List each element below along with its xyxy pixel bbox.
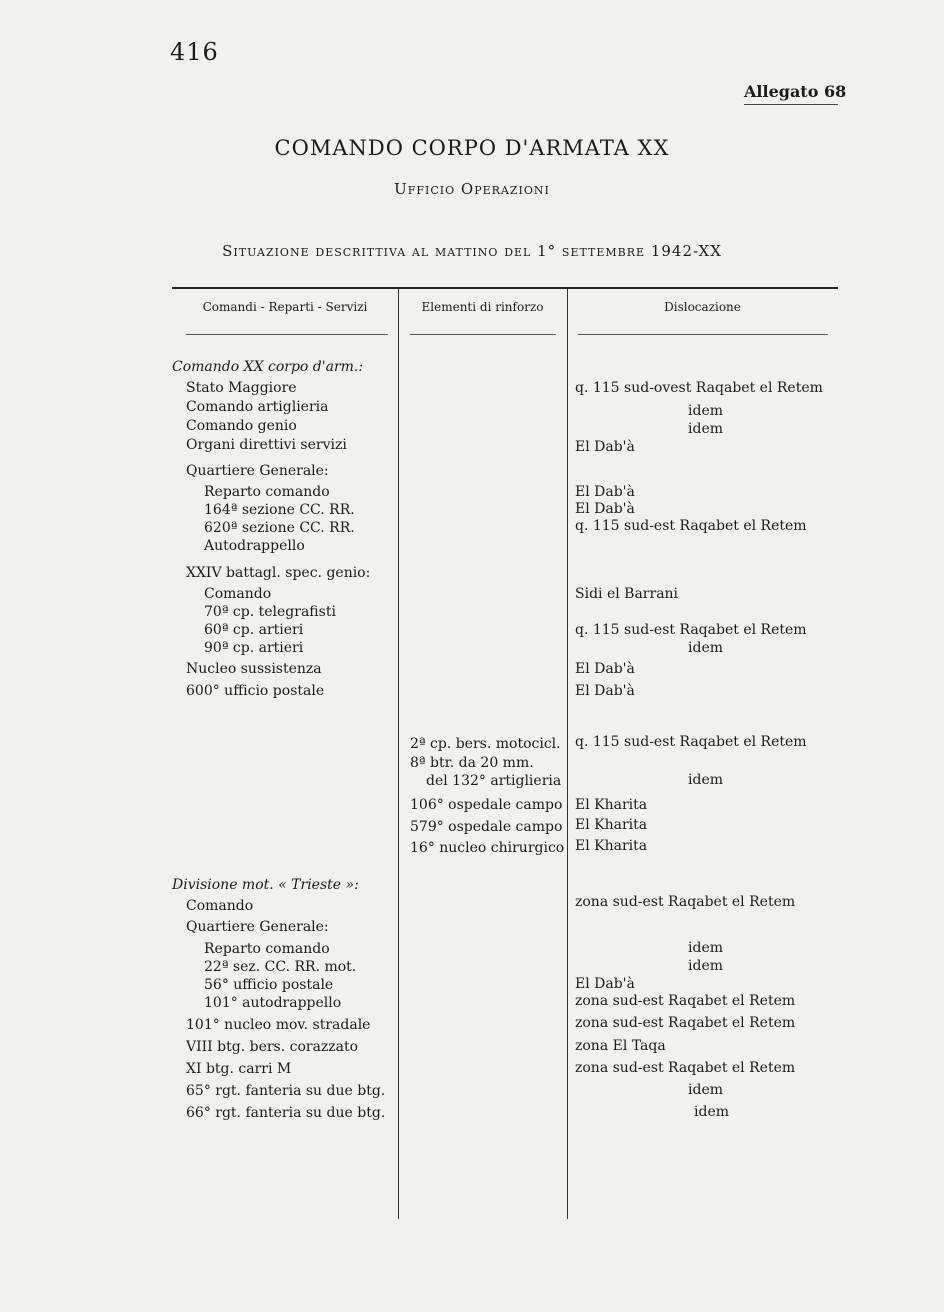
location-entry: q. 115 sud-est Raqabet el Retem (575, 518, 807, 534)
unit-entry: VIII btg. bers. corazzato (186, 1039, 359, 1055)
unit-entry: 65° rgt. fanteria su due btg. (186, 1083, 386, 1099)
column-header-location: Dislocazione (664, 300, 741, 314)
unit-entry: Reparto comando (204, 484, 330, 500)
location-entry: El Dab'à (575, 683, 635, 699)
column-header-units: Comandi - Reparti - Servizi (202, 300, 368, 314)
annex-underline (744, 104, 838, 105)
reinforcement-entry: 2ª cp. bers. motocicl. (410, 736, 561, 752)
document-title: COMANDO CORPO D'ARMATA XX (274, 136, 670, 160)
location-entry: El Dab'à (575, 976, 635, 992)
unit-entry: 620ª sezione CC. RR. (204, 520, 355, 536)
unit-entry: Organi direttivi servizi (186, 437, 347, 453)
location-entry: idem (688, 958, 723, 974)
reinforcement-entry: 106° ospedale campo (410, 797, 563, 813)
location-entry: idem (688, 640, 723, 656)
location-entry: zona sud-est Raqabet el Retem (575, 993, 796, 1009)
location-entry: zona sud-est Raqabet el Retem (575, 1060, 796, 1076)
unit-entry: 90ª cp. artieri (204, 640, 304, 656)
location-entry: q. 115 sud-est Raqabet el Retem (575, 622, 807, 638)
unit-entry: XXIV battagl. spec. genio: (186, 565, 371, 581)
location-entry: idem (688, 1082, 723, 1098)
unit-entry: Reparto comando (204, 941, 330, 957)
unit-entry: Autodrappello (204, 538, 305, 554)
reinforcement-entry: 16° nucleo chirurgico (410, 840, 565, 856)
unit-entry: Quartiere Generale: (186, 463, 329, 479)
header-underline-2 (410, 334, 556, 335)
header-underline-1 (186, 334, 388, 335)
reinforcement-entry: del 132° artiglieria (426, 773, 562, 789)
unit-entry: 600° ufficio postale (186, 683, 325, 699)
location-entry: Sidi el Barrani (575, 586, 679, 602)
location-entry: idem (688, 403, 723, 419)
location-entry: idem (694, 1104, 729, 1120)
unit-entry: 164ª sezione CC. RR. (204, 502, 355, 518)
unit-entry: Comando genio (186, 418, 297, 434)
location-entry: El Kharita (575, 838, 648, 854)
location-entry: El Kharita (575, 817, 648, 833)
unit-entry: Stato Maggiore (186, 380, 297, 396)
location-entry: idem (688, 772, 723, 788)
table-top-rule (172, 287, 838, 289)
annex-label: Allegato 68 (744, 82, 847, 101)
unit-entry: 66° rgt. fanteria su due btg. (186, 1105, 386, 1121)
unit-entry: Quartiere Generale: (186, 919, 329, 935)
section-heading: Comando XX corpo d'arm.: (172, 359, 364, 375)
page-number: 416 (170, 38, 219, 66)
location-entry: El Dab'à (575, 661, 635, 677)
location-entry: El Dab'à (575, 484, 635, 500)
reinforcement-entry: 579° ospedale campo (410, 819, 563, 835)
location-entry: q. 115 sud-ovest Raqabet el Retem (575, 380, 823, 396)
location-entry: zona sud-est Raqabet el Retem (575, 894, 796, 910)
location-entry: El Dab'à (575, 501, 635, 517)
location-entry: El Kharita (575, 797, 648, 813)
section-heading: Divisione mot. « Trieste »: (172, 877, 359, 893)
situation-heading: Situazione descrittiva al mattino del 1° settembre 1942-XX (222, 242, 722, 260)
unit-entry: Nucleo sussistenza (186, 661, 322, 677)
column-divider-1 (398, 289, 399, 1219)
column-divider-2 (567, 289, 568, 1219)
column-header-reinforcements: Elementi di rinforzo (421, 300, 544, 314)
unit-entry: Comando (186, 898, 254, 914)
unit-entry: 60ª cp. artieri (204, 622, 304, 638)
location-entry: zona El Taqa (575, 1038, 666, 1054)
unit-entry: XI btg. carri M (186, 1061, 292, 1077)
reinforcement-entry: 8ª btr. da 20 mm. (410, 755, 534, 771)
unit-entry: 70ª cp. telegrafisti (204, 604, 336, 620)
location-entry: zona sud-est Raqabet el Retem (575, 1015, 796, 1031)
location-entry: q. 115 sud-est Raqabet el Retem (575, 734, 807, 750)
location-entry: El Dab'à (575, 439, 635, 455)
unit-entry: 101° nucleo mov. stradale (186, 1017, 371, 1033)
header-underline-3 (578, 334, 828, 335)
unit-entry: 101° autodrappello (204, 995, 342, 1011)
unit-entry: 22ª sez. CC. RR. mot. (204, 959, 357, 975)
document-subtitle: Ufficio Operazioni (394, 180, 550, 198)
unit-entry: Comando (204, 586, 272, 602)
location-entry: idem (688, 940, 723, 956)
location-entry: idem (688, 421, 723, 437)
unit-entry: 56° ufficio postale (204, 977, 334, 993)
unit-entry: Comando artiglieria (186, 399, 329, 415)
